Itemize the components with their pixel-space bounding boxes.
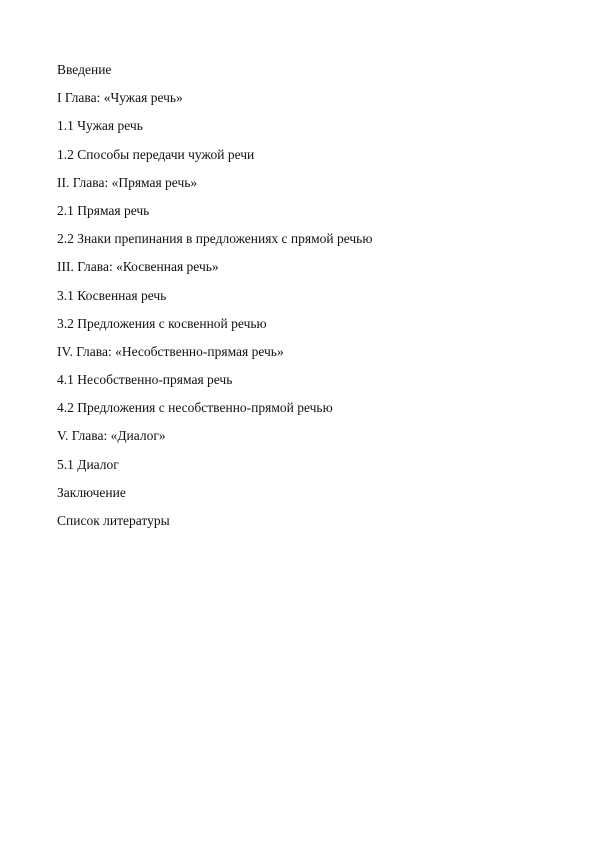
toc-item-section-4-1: 4.1 Несобственно-прямая речь [57, 372, 233, 388]
toc-item-section-1-2: 1.2 Способы передачи чужой речи [57, 146, 255, 162]
toc-item-bibliography: Список литературы [57, 513, 170, 528]
toc-item-section-1-1: 1.1 Чужая речь [57, 118, 143, 134]
toc-item-introduction: Введение [57, 62, 112, 77]
toc-item-section-5-1: 5.1 Диалог [57, 456, 119, 472]
table-of-contents [57, 56, 372, 535]
toc-item-section-4-2: 4.2 Предложения с несобственно-прямой речью [57, 400, 333, 416]
toc-item-conclusion: Заключение [57, 484, 126, 500]
toc-item-section-3-2: 3.2 Предложения с косвенной речью [57, 315, 267, 331]
toc-item-chapter-5: V. Глава: «Диалог» [57, 428, 166, 444]
toc-item-section-3-1: 3.1 Косвенная речь [57, 287, 167, 303]
toc-item-section-2-2: 2.2 Знаки препинания в предложениях с прямой речью [57, 231, 373, 247]
toc-item-chapter-2: II. Глава: «Прямая речь» [57, 174, 198, 190]
toc-item-chapter-3: III. Глава: «Косвенная речь» [57, 259, 219, 275]
toc-item-chapter-4: IV. Глава: «Несобственно-прямая речь» [57, 343, 284, 359]
toc-item-chapter-1: I Глава: «Чужая речь» [57, 90, 183, 106]
toc-item-section-2-1: 2.1 Прямая речь [57, 202, 150, 218]
